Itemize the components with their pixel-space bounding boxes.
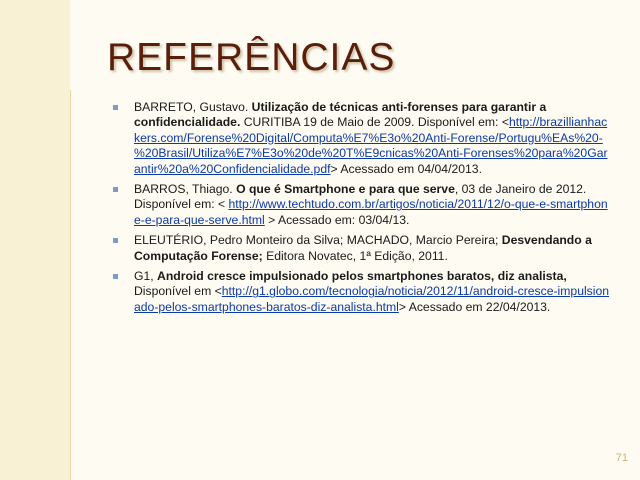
page-number: 71 — [615, 452, 628, 464]
reference-author: G1, — [134, 269, 154, 284]
reference-link-open: < — [501, 115, 509, 130]
bullet-icon — [113, 105, 118, 110]
reference-details: Disponível em < — [134, 284, 222, 299]
reference-title: Android cresce impulsionado pelos smartphones baratos, diz analista, — [157, 269, 567, 284]
reference-link[interactable]: http://brazillianhackers.com/Forense%20Digital/Computa%E7%E3o%20Anti-Forense/Portugu%EAs%20-%20Brasil/Utiliza%E7%E3o%20de%20T%E9cnicas%20Anti-Forenses%20para%20Garantir%20a%20Confidencialidade.pdf — [134, 115, 608, 176]
reference-accessed: > Acessado em 22/04/2013. — [398, 299, 551, 314]
reference-link[interactable]: http://g1.globo.com/tecnologia/noticia/2012/11/android-cresce-impulsionado-pelos-smartphones-baratos-diz-analista.html — [134, 284, 610, 314]
reference-title: Utilização de técnicas anti-forenses para garantir a confidencialidade. — [134, 100, 547, 130]
reference-link-close: > — [330, 161, 338, 176]
reference-details: CURITIBA 19 de Maio de 2009. Disponível em: — [243, 115, 499, 130]
reference-item-eleuterio — [110, 233, 610, 264]
bullet-icon — [113, 274, 118, 279]
bullet-icon — [113, 187, 118, 192]
reference-item-g1 — [110, 269, 610, 315]
reference-details: , 03 de Janeiro de 2012. Disponível em: < — [134, 182, 587, 212]
reference-item-barros — [110, 182, 610, 228]
reference-author: BARROS, Thiago. — [134, 182, 233, 197]
reference-author: BARRETO, Gustavo. — [134, 100, 249, 114]
reference-item-barreto — [110, 100, 610, 177]
reference-author: ELEUTÉRIO, Pedro Monteiro da Silva; MACHADO, Marcio Pereira; — [134, 233, 499, 248]
slide-title: REFERÊNCIAS — [107, 36, 396, 79]
left-decorative-band — [0, 0, 70, 480]
reference-link[interactable]: http://www.techtudo.com.br/artigos/noticia/2011/12/o-que-e-smartphone-e-para-que-serve.html — [134, 197, 608, 227]
reference-details: Editora Novatec, 1ª Edição, 2011. — [266, 248, 448, 263]
reference-accessed: Acessado em 04/04/2013. — [340, 161, 482, 176]
reference-accessed: > Acessado em: 03/04/13. — [268, 212, 410, 227]
references-list — [110, 100, 610, 320]
reference-title: Desvendando a Computação Forense; — [134, 233, 592, 263]
bullet-icon — [113, 238, 118, 243]
reference-title: O que é Smartphone e para que serve — [236, 182, 455, 197]
